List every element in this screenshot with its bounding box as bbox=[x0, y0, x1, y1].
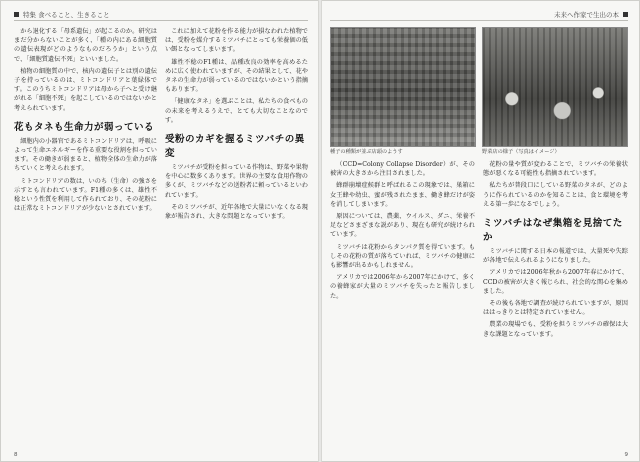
photo-row bbox=[330, 27, 628, 156]
vegetable-shop-photo bbox=[482, 27, 628, 147]
body-paragraph: 「健康なタネ」を選ぶことは、私たちの食べものの未来を考えるうえで、とても大切なことなのです。 bbox=[165, 98, 308, 124]
body-paragraph: ミツバチは花粉からタンパク質を得ています。もしその花粉の質が落ちていれば、ミツバチの健康にも影響が出るかもしれません。 bbox=[330, 243, 475, 270]
body-paragraph: そのミツバチが、近年各地で大量にいなくなる現象が報告され、大きな問題となっています。 bbox=[165, 203, 308, 221]
seed-shop-photo bbox=[330, 27, 476, 147]
body-paragraph: ミトコンドリアの数は、いのち（生命）の強さを示すとも言われています。F1種の多くは、雄性不稔という性質を利用して作られており、その花粉には正常なミトコンドリアが少ないとされています。 bbox=[14, 177, 157, 213]
left-running-head bbox=[14, 8, 308, 21]
photo-seed-shop bbox=[330, 27, 476, 156]
body-paragraph: アメリカでは2006年から2007年にかけて、多くの養蜂家が大量のミツバチを失ったと報告しました。 bbox=[330, 274, 475, 300]
body-paragraph: ミツバチが受粉を担っている作物は、野菜や果物を中心に数多くあります。世界の主要な食用作物の多くが、ミツバチなどの送粉者に頼っているといわれています。 bbox=[165, 164, 308, 199]
body-paragraph: 植物の細胞質の中で、核内の遺伝子とは別の遺伝子を持っているのは、ミトコンドリアと葉緑体です。このうちミトコンドリアは母から子へと受け継がれる「細胞不死」を起こしているのではないかと考えられています。 bbox=[14, 67, 157, 112]
right-page-number: 9 bbox=[624, 452, 628, 458]
left-column-2 bbox=[165, 27, 308, 224]
body-paragraph: 私たちが普段口にしている野菜のタネが、どのように作られているのかを知ることは、食と環境を考える第一歩になるでしょう。 bbox=[483, 182, 628, 208]
section-heading-abandoned-hive: ミツバチはなぜ集箱を見捨てたか bbox=[483, 218, 623, 244]
left-column-1 bbox=[14, 27, 157, 224]
right-running-head bbox=[330, 8, 628, 21]
body-paragraph: 原因については、農薬、ウイルス、ダニ、栄養不足などさまざまな説があり、現在も研究が続けられています。 bbox=[330, 213, 475, 239]
body-paragraph: その後も各地で調査が続けられていますが、原因ははっきりとは特定されていません。 bbox=[483, 300, 628, 317]
section-square-icon bbox=[14, 12, 19, 17]
body-paragraph: 蜂群崩壊症候群と呼ばれるこの現象では、巣箱に女王蜂や幼虫、蜜が残されたまま、働き蜂だけが姿を消してしまいます。 bbox=[330, 182, 475, 208]
photo-caption: 野菜店の様子（写真はイメージ） bbox=[482, 149, 560, 155]
body-paragraph: これに加えて花粉を作る能力が損なわれた植物では、受粉を媒介するミツバチにとっても栄養価の低い餌となってしまいます。 bbox=[165, 28, 308, 54]
body-paragraph: ミツバチに関する日本の報道では、大量死や失踪が各地で伝えられるようになりました。 bbox=[483, 248, 628, 265]
right-running-head-text: 未来へ作家で生出の本 bbox=[554, 10, 619, 19]
left-running-head-text: 特集 食べること、生きること bbox=[23, 10, 110, 19]
section-heading-honeybee: 受粉のカギを握るミツバチの異変 bbox=[165, 134, 305, 160]
section-heading-flower-seed: 花もタネも生命力が弱っている bbox=[14, 121, 155, 133]
body-paragraph: 花粉の量や質が変わることで、ミツバチの栄養状態が悪くなる可能性も指摘されています。 bbox=[483, 161, 628, 178]
photo-vegetable-shop bbox=[482, 27, 628, 156]
right-page bbox=[322, 0, 640, 462]
body-paragraph: （CCD=Colony Collapse Disorder）が、その被害の大きさから注目されました。 bbox=[330, 161, 475, 178]
body-paragraph: アメリカでは2006年秋から2007年春にかけて、CCDの被害が大きく報じられ、社会的な関心を集めました。 bbox=[483, 269, 628, 295]
body-paragraph: 農業の現場でも、受粉を担うミツバチの確保は大きな課題となっています。 bbox=[483, 321, 628, 338]
body-paragraph: 細胞内の小器官であるミトコンドリアは、呼吸によって生命エネルギーを作る重要な役割を担っています。その働きが弱まると、植物全体の生命力が落ちていくと考えられます。 bbox=[14, 137, 157, 173]
right-column-2 bbox=[483, 160, 628, 342]
section-square-icon bbox=[623, 12, 628, 17]
right-columns bbox=[330, 160, 628, 342]
left-columns bbox=[14, 27, 308, 224]
body-paragraph: から退化する「母系遺伝」が起こるのか。研究はまだ分からないことが多く、「種の内にある細胞質の遺伝表現がどのようなものだろうか」という点で、「細胞質遺伝不死」といいました。 bbox=[14, 28, 157, 63]
left-page-number: 8 bbox=[14, 452, 18, 458]
photo-caption: 種子の種類が並ぶ店頭のようす bbox=[330, 149, 403, 155]
body-paragraph: 雄性不稔のF1種は、品種改良の効率を高めるために広く使われていますが、その結果として、花やタネの生命力が弱っているのではないかという指摘もあります。 bbox=[165, 58, 308, 94]
right-column-1 bbox=[330, 160, 475, 342]
left-page bbox=[0, 0, 318, 462]
